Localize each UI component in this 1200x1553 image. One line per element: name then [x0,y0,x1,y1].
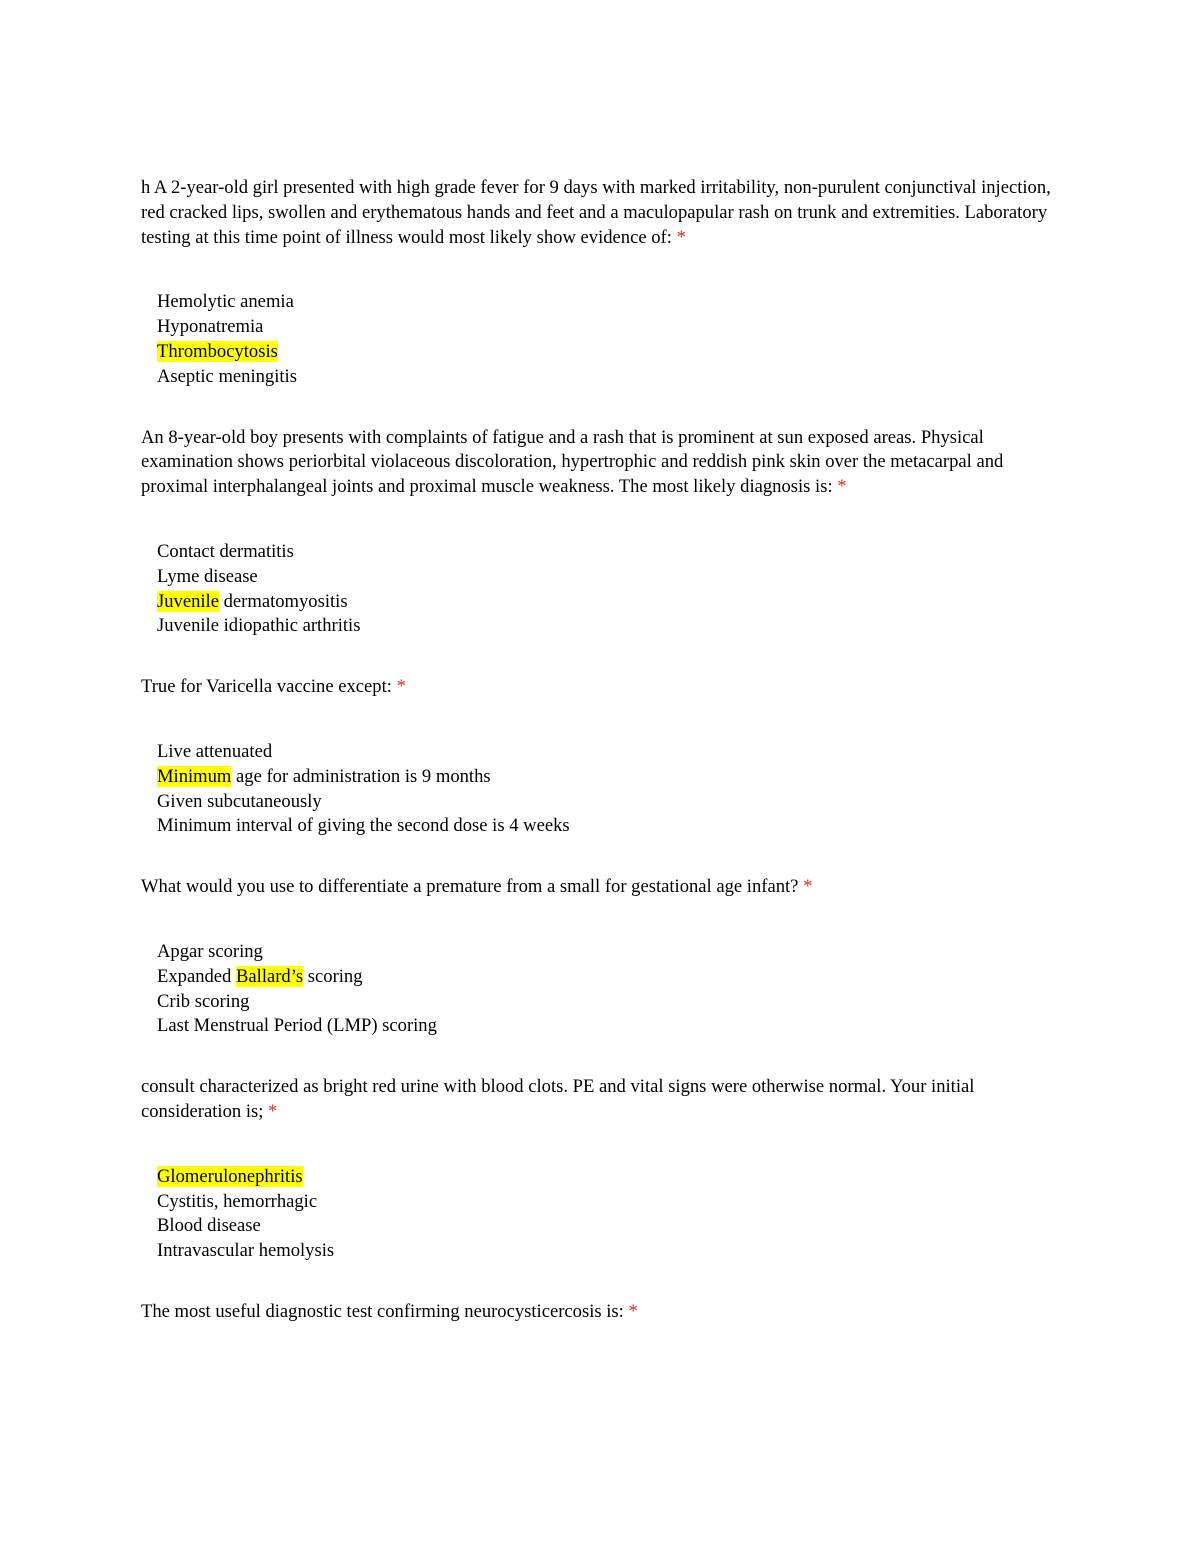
option-highlighted [157,1165,1066,1190]
question-text: An 8-year-old boy presents with complaints of fatigue and a rash that is prominent at sun exposed areas. Physical examination shows periorbital violaceous discoloration, hypertrophic and reddish pink skin over the metacarpal and proximal interphalangeal joints and proximal muscle weakness. The most likely diagnosis is: [141,426,1004,498]
required-asterisk: * [803,876,813,898]
option-text: Blood disease [157,1215,261,1237]
question-text: The most useful diagnostic test confirming neurocysticercosis is: [141,1300,624,1322]
options-list-2 [157,540,1066,639]
highlighted-answer: Juvenile [157,590,219,612]
option-highlighted [157,340,1066,365]
option-text: Intravascular hemolysis [157,1240,335,1262]
option [157,315,1066,340]
option-text: age for administration is 9 months [231,765,491,787]
options-list-3 [157,740,1066,839]
option [157,790,1066,815]
option [157,990,1066,1015]
option [157,740,1066,765]
option [157,940,1066,965]
option [157,614,1066,639]
question-text: True for Varicella vaccine except: [141,676,392,698]
option [157,1214,1066,1239]
question-6 [141,1300,1066,1325]
option-text: Cystitis, hemorrhagic [157,1190,318,1212]
option [157,1239,1066,1264]
required-asterisk: * [676,226,686,248]
required-asterisk: * [837,476,847,498]
options-list-4 [157,940,1066,1039]
question-text: consult characterized as bright red urine with blood clots. PE and vital signs were otherwise normal. Your initial consideration is; [141,1076,975,1122]
option-highlighted [157,965,1066,990]
option [157,290,1066,315]
option-text: Hemolytic anemia [157,291,294,313]
option-text: Apgar scoring [157,940,263,962]
question-5 [141,1075,1066,1125]
option-text: Hyponatremia [157,316,264,338]
option-text: Expanded [157,965,236,987]
option [157,565,1066,590]
required-asterisk: * [396,676,406,698]
option-highlighted [157,590,1066,615]
option-highlighted [157,765,1066,790]
question-1 [141,176,1066,250]
option-text: Aseptic meningitis [157,365,297,387]
document-page [141,176,1066,1325]
question-4 [141,875,1066,900]
required-asterisk: * [268,1100,278,1122]
highlighted-answer: Ballard’s [236,965,304,987]
question-3 [141,675,1066,700]
option-text: Contact dermatitis [157,540,294,562]
option-text: Live attenuated [157,740,273,762]
question-2 [141,426,1066,500]
highlighted-answer: Thrombocytosis [157,340,278,362]
option [157,1014,1066,1039]
option-text: Given subcutaneously [157,790,322,812]
option [157,540,1066,565]
option-text: Crib scoring [157,990,250,1012]
option-text: Lyme disease [157,565,258,587]
option-text: Juvenile idiopathic arthritis [157,615,361,637]
question-text: What would you use to differentiate a premature from a small for gestational age infant? [141,876,799,898]
highlighted-answer: Glomerulonephritis [157,1165,303,1187]
required-asterisk: * [628,1300,638,1322]
highlighted-answer: Minimum [157,765,232,787]
option [157,814,1066,839]
option [157,365,1066,390]
options-list-5 [157,1165,1066,1264]
options-list-1 [157,290,1066,389]
option-text: Minimum interval of giving the second dose is 4 weeks [157,815,570,837]
option-text: scoring [303,965,363,987]
question-text: h A 2-year-old girl presented with high grade fever for 9 days with marked irritability, non-purulent conjunctival injection, red cracked lips, swollen and erythematous hands and feet and a maculopapular rash on trunk and extremities. Laboratory testing at this time point of illness would most likely show evidence of: [141,177,1051,248]
option-text: Last Menstrual Period (LMP) scoring [157,1015,437,1037]
option-text: dermatomyositis [218,590,348,612]
option [157,1190,1066,1215]
